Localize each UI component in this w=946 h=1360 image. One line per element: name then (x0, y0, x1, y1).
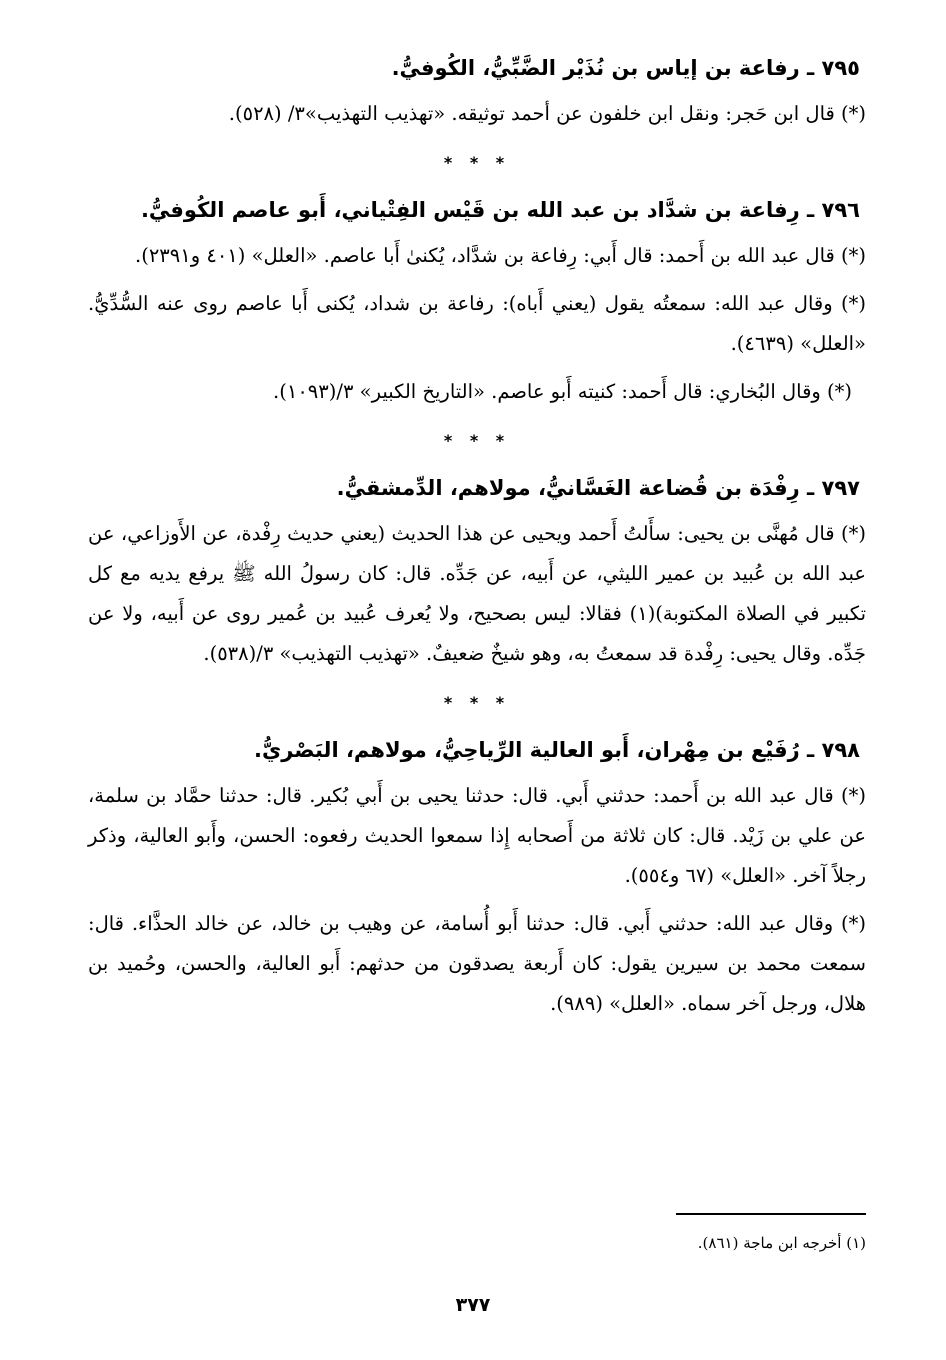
entry-paragraph: (*) وقال عبد الله: سمعتُه يقول (يعني أَباه): رفاعة بن شداد، يُكنى أَبا عاصم روى عنه السُّدِّيُّ. «العلل» (٤٦٣٩). (88, 292, 866, 355)
footnote-divider (676, 1213, 866, 1215)
page-number: ٣٧٧ (455, 1294, 491, 1316)
section-separator: * * * (443, 693, 511, 712)
section-separator: * * * (443, 153, 511, 172)
entry-title: ٧٩٧ ـ رِفْدَة بن قُضاعة الغَسَّانيُّ، مولاهم، الدِّمشقيُّ. (336, 476, 860, 500)
section-separator: * * * (443, 431, 511, 450)
entry-paragraph: (*) وقال البُخاري: قال أَحمد: كنيته أَبو عاصم. «التاريخ الكبير» ٣/(١٠٩٣). (273, 380, 852, 403)
footnote: (١) أخرجه ابن ماجة (٨٦١). (697, 1234, 866, 1252)
entry-paragraph: (*) قال مُهنَّى بن يحيى: سأَلتُ أَحمد ويحيى عن هذا الحديث (يعني حديث رِفْدة، عن الأَوزاعي، عن عبد الله بن عُبيد بن عمير الليثي، عن أَبيه، عن جَدِّه. قال: كان رسولُ الله ﷺ يرفع يديه مع كل تكبير في الصلاة المكتوبة)(١) فقالا: ليس بصحيح، ولا يُعرف عُبيد بن عُمير روى عن أَبيه، ولا عن جَدِّه. وقال يحيى: رِفْدة قد سمعتُ به، وهو شيخٌ ضعيفٌ. «تهذيب التهذيب» ٣/(٥٣٨). (88, 522, 866, 665)
entry-797 (88, 468, 866, 674)
entry-paragraph: (*) وقال عبد الله: حدثني أَبي. قال: حدثنا أَبو أُسامة، عن وهيب بن خالد، عن خالد الحذَّاء. قال: سمعت محمد بن سيرين يقول: كان أَربعة يصدقون من حدثهم: أَبو العالية، والحسن، وحُميد بن هلال، ورجل آخر سماه. «العلل» (٩٨٩). (88, 912, 866, 1015)
entry-paragraph: (*) قال عبد الله بن أَحمد: قال أَبي: رِفاعة بن شدَّاد، يُكنىٰ أَبا عاصم. «العلل» (٤٠١ و٢٣٩١). (135, 244, 866, 267)
entry-paragraph: (*) قال ابن حَجر: ونقل ابن خلفون عن أحمد توثيقه. «تهذيب التهذيب»٣/ (٥٢٨). (228, 102, 866, 125)
entry-798 (88, 730, 866, 1024)
entry-title: ٧٩٦ ـ رِفاعة بن شدَّاد بن عبد الله بن قَيْس الفِتْياني، أَبو عاصم الكُوفيُّ. (140, 198, 860, 222)
page-body (88, 48, 866, 1032)
entry-795 (88, 48, 866, 134)
entry-title: ٧٩٨ ـ رُفَيْع بن مِهْران، أَبو العالية الرِّياحِيُّ، مولاهم، البَصْريُّ. (254, 738, 860, 762)
entry-title: ٧٩٥ ـ رفاعة بن إياس بن نُذَيْر الضَّبِّيُّ، الكُوفيُّ. (391, 56, 860, 80)
entry-796 (88, 190, 866, 412)
entry-paragraph: (*) قال عبد الله بن أَحمد: حدثني أَبي. قال: حدثنا يحيى بن أَبي بُكير. قال: حدثنا حمَّاد بن سلمة، عن علي بن زَيْد. قال: كان ثلاثة من أَصحابه إِذا سمعوا الحديث رفعوه: الحسن، وأَبو العالية، وذكر رجلاً آخر. «العلل» (٦٧ و٥٥٤). (88, 784, 866, 887)
